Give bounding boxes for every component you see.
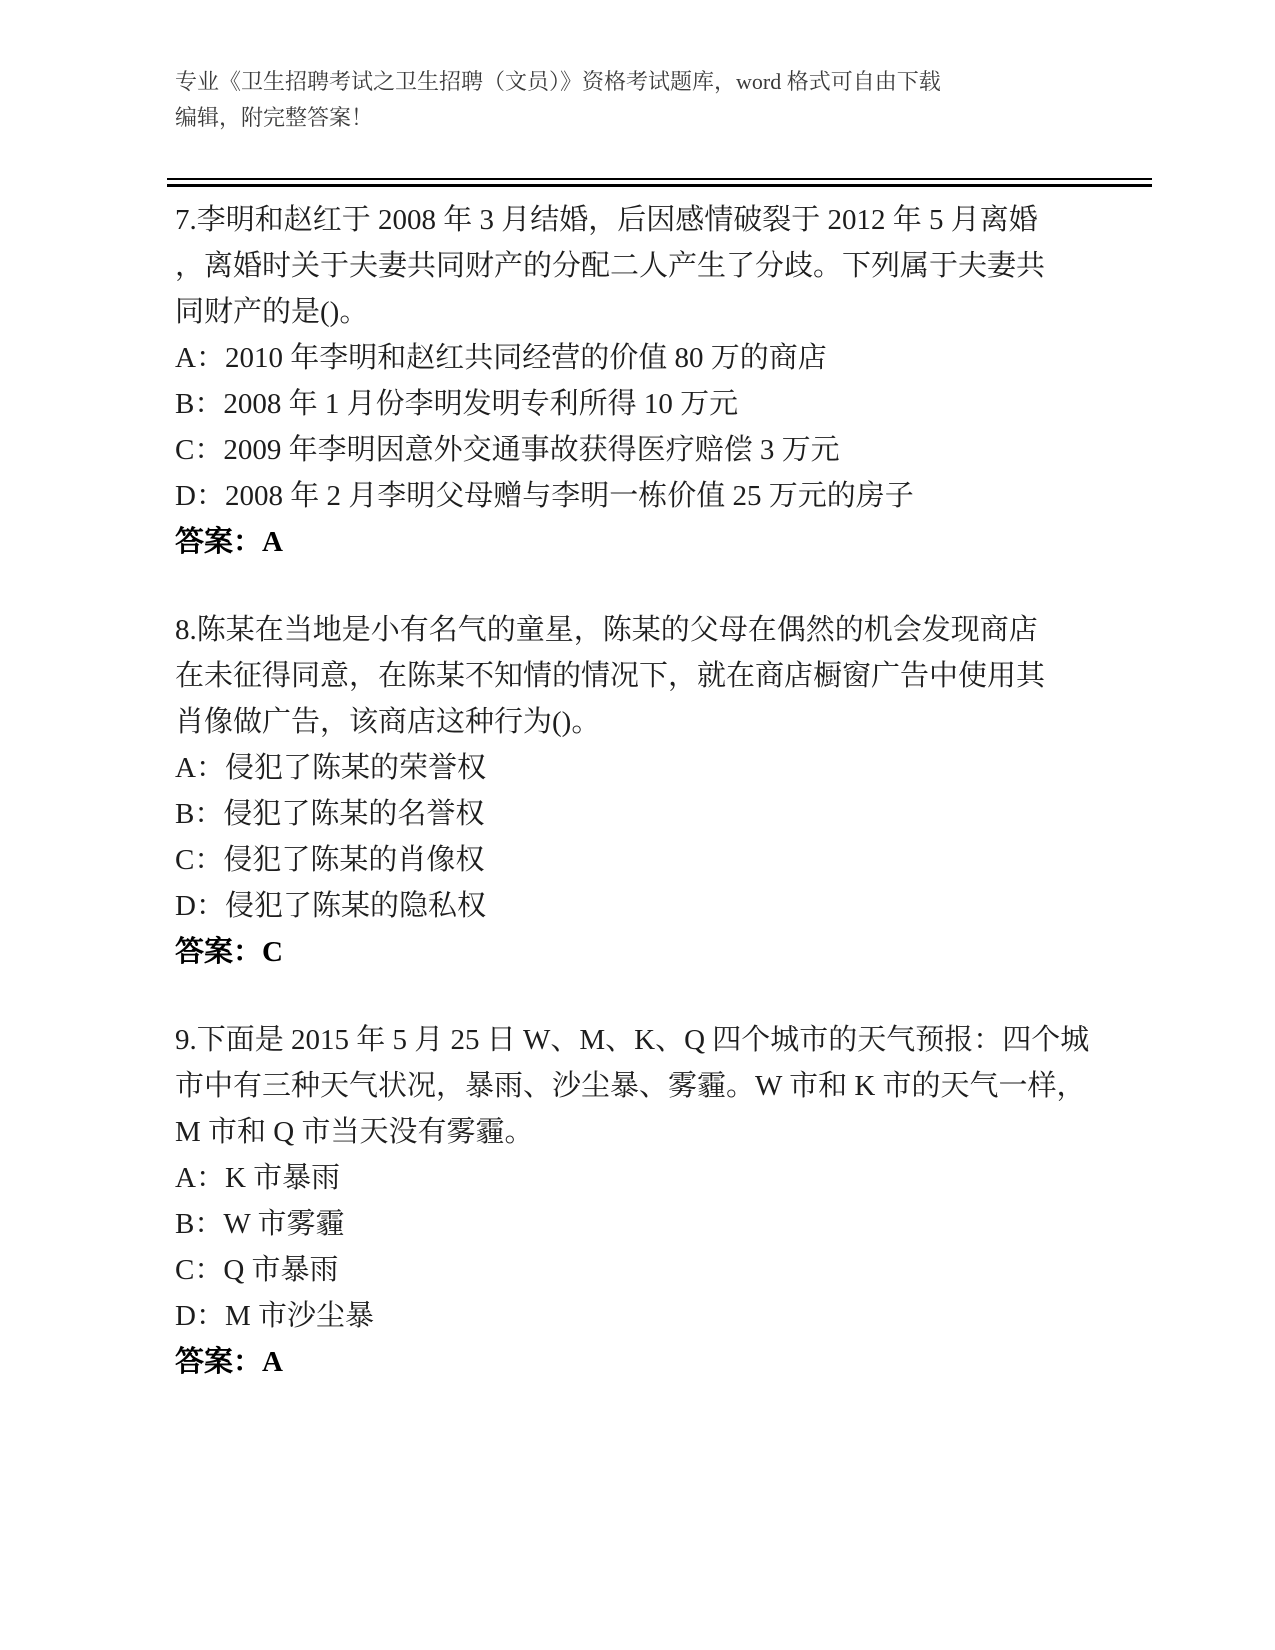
question-8-option-B: B：侵犯了陈某的名誉权 (175, 798, 485, 830)
question-8-option-D: D：侵犯了陈某的隐私权 (175, 890, 486, 922)
question-7-stem-line-1: 7.李明和赵红于 2008 年 3 月结婚，后因感情破裂于 2012 年 5 月离婚 (175, 204, 1038, 236)
header-text-line-1: 专业《卫生招聘考试之卫生招聘（文员）》资格考试题库，word 格式可自由下载 (175, 69, 941, 94)
document-header (175, 64, 1275, 136)
question-9-option-D: D：M 市沙尘暴 (175, 1300, 374, 1332)
question-8-stem-line-2: 在未征得同意，在陈某不知情的情况下，就在商店橱窗广告中使用其 (175, 660, 1046, 692)
question-7-option-C: C：2009 年李明因意外交通事故获得医疗赔偿 3 万元 (175, 434, 840, 466)
question-9-option-C: C：Q 市暴雨 (175, 1254, 339, 1286)
question-9-stem-line-3: M 市和 Q 市当天没有雾霾。 (175, 1116, 534, 1148)
question-9-option-A: A：K 市暴雨 (175, 1162, 341, 1194)
question-8-answer: 答案：C (175, 936, 283, 968)
question-7-stem-line-3: 同财产的是()。 (175, 296, 369, 328)
question-8-option-C: C：侵犯了陈某的肖像权 (175, 844, 485, 876)
question-8-stem-line-1: 8.陈某在当地是小有名气的童星，陈某的父母在偶然的机会发现商店 (175, 614, 1038, 646)
question-8-stem-line-3: 肖像做广告，该商店这种行为()。 (175, 706, 601, 738)
question-8-option-A: A：侵犯了陈某的荣誉权 (175, 752, 486, 784)
question-7-option-D: D：2008 年 2 月李明父母赠与李明一栋价值 25 万元的房子 (175, 480, 914, 512)
header-text-line-2: 编辑，附完整答案！ (175, 105, 374, 130)
questions-section (175, 197, 1275, 1385)
question-9-answer: 答案：A (175, 1346, 283, 1378)
question-7-answer: 答案：A (175, 526, 283, 558)
question-7-option-B: B：2008 年 1 月份李明发明专利所得 10 万元 (175, 388, 739, 420)
question-7-option-A: A：2010 年李明和赵红共同经营的价值 80 万的商店 (175, 342, 827, 374)
question-9-option-B: B：W 市雾霾 (175, 1208, 345, 1240)
header-divider-line (167, 178, 1152, 187)
question-9 (175, 1017, 1275, 1385)
question-7 (175, 197, 1275, 565)
question-8 (175, 607, 1275, 975)
question-9-stem-line-1: 9.下面是 2015 年 5 月 25 日 W、M、K、Q 四个城市的天气预报：四个城 (175, 1024, 1090, 1056)
question-7-stem-line-2: ，离婚时关于夫妻共同财产的分配二人产生了分歧。下列属于夫妻共 (175, 250, 1046, 282)
question-9-stem-line-2: 市中有三种天气状况，暴雨、沙尘暴、雾霾。W 市和 K 市的天气一样， (175, 1070, 1086, 1102)
